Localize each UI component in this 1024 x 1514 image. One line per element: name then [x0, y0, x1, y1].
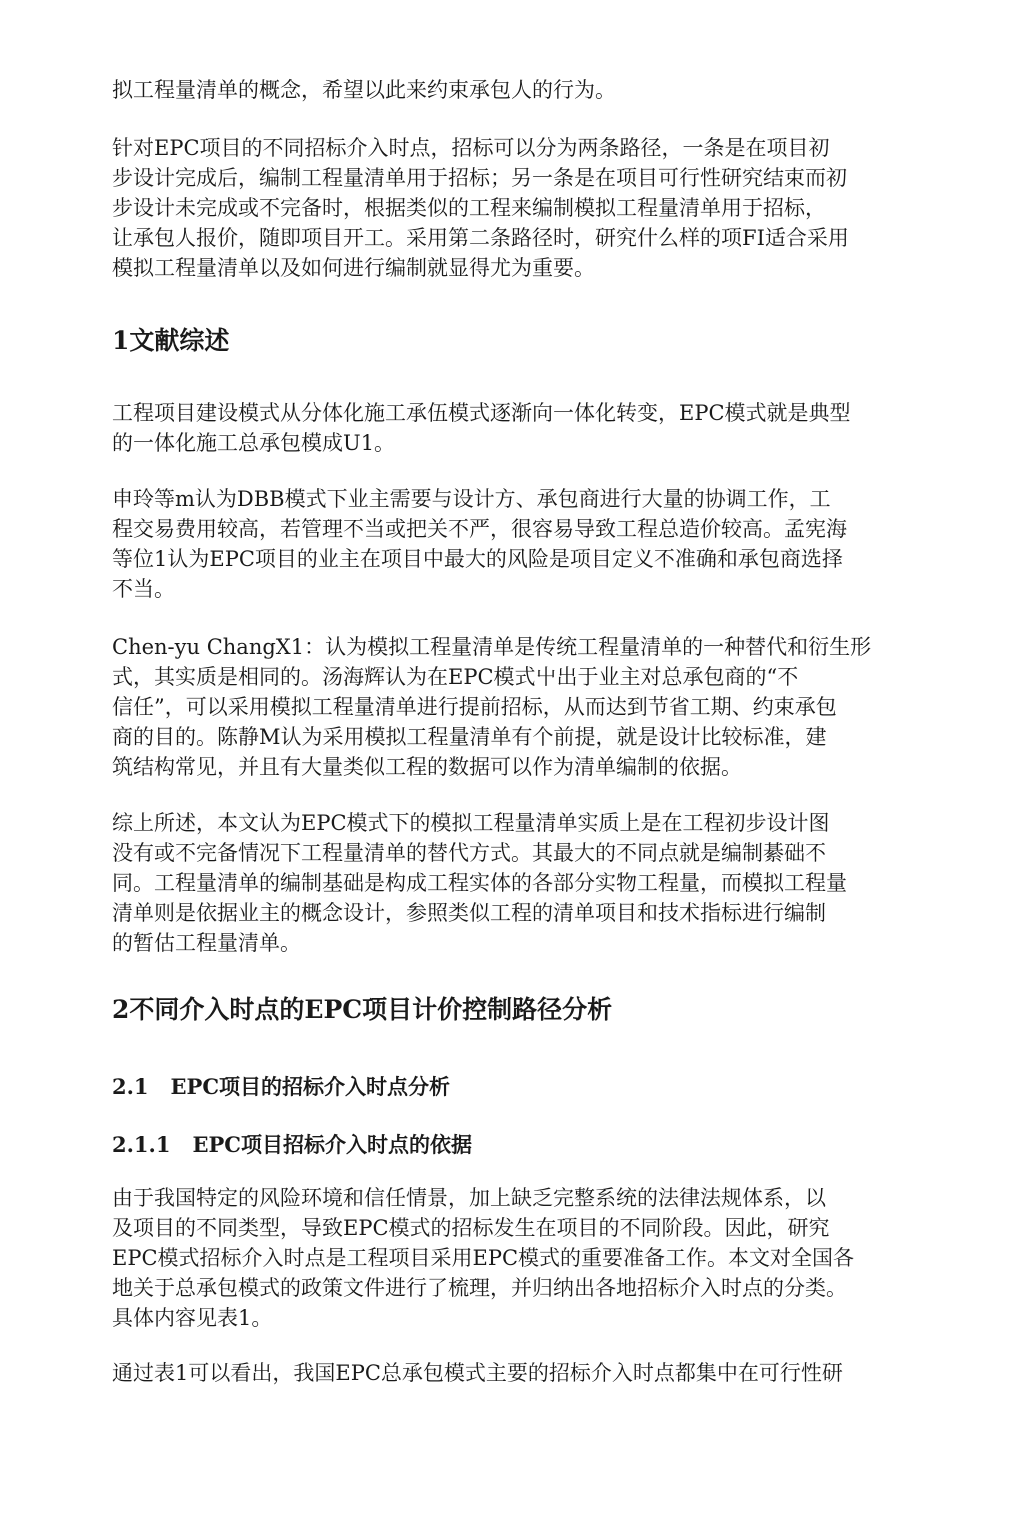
paragraph: [112, 133, 892, 283]
paragraph-line: 式，其实质是相同的。汤海辉认为在EPC模式屮出于业主对总承包商的“不: [112, 665, 799, 689]
paragraph: [112, 1183, 892, 1333]
subsubsection-heading: [112, 1131, 472, 1159]
paragraph-line: 信任”，可以采用模拟工程量清单进行提前招标，从而达到节省工期、约束承包: [112, 695, 837, 719]
paragraph-line: 筑结构常见，并且有大量类似工程的数据可以作为清单编制的依据。: [112, 755, 742, 779]
subsubsection-number: 2.1.1: [112, 1132, 171, 1157]
paragraph-line: 等位1认为EPC项目的业主在项目中最大的风险是项目定义不准确和承包商选择: [112, 547, 843, 571]
paragraph-line: 的一体化施工总承包模成U1。: [112, 431, 396, 455]
paragraph-line: 工程项目建设模式从分体化施工承伍模式逐渐向一体化转变，EPC模式就是典型: [112, 401, 851, 425]
paragraph-line: 综上所述，本文认为EPC模式下的模拟工程量清单实质上是在工程初步设计图: [112, 811, 830, 835]
paragraph-line: 针对EPC项目的不同招标介入时点，招标可以分为两条路径，一条是在项目初: [112, 136, 830, 160]
paragraph-line: 商的目的。陈静M认为采用模拟工程量清单有个前提，就是设计比较标准，建: [112, 725, 827, 749]
paragraph-line: 通过表1可以看出，我国EPC总承包模式主要的招标介入时点都集中在可行性研: [112, 1361, 843, 1385]
subsubsection-title: EPC项目招标介入时点的依据: [192, 1132, 472, 1157]
paragraph-line: 地关于总承包模式的政策文件进行了梳理，并归纳出各地招标介入时点的分类。: [112, 1276, 847, 1300]
subsection-heading: [112, 1073, 450, 1101]
paragraph-line: Chen-yu ChangX1：认为模拟工程量清单是传统工程量清单的一种替代和衍生形: [112, 635, 872, 659]
section-heading: 2不同介入时点的EPC项目计价控制路径分析: [112, 995, 613, 1024]
paragraph-line: 申玲等m认为DBB模式下业主需要与设计方、承包商进行大量的协调工作，工: [112, 487, 831, 511]
paragraph-line: 清单则是依据业主的概念设计，参照类似工程的清单项目和技术指标进行编制: [112, 901, 826, 925]
paragraph-line: 及项目的不同类型，导致EPC模式的招标发生在项目的不同阶段。因此，研究: [112, 1216, 830, 1240]
paragraph-line: 的暂估工程量清单。: [112, 931, 301, 955]
paragraph-line: EPC模式招标介入时点是工程项目采用EPC模式的重要准备工作。本文对全国各: [112, 1246, 855, 1270]
paragraph-line: 步设计完成后，编制工程量清单用于招标；另一条是在项目可行性研究结束而初: [112, 166, 847, 190]
paragraph-line: 程交易费用较高，若管理不当或把关不严，很容易导致工程总造价较高。孟宪海: [112, 517, 847, 541]
paragraph-line: 具体内容见表1。: [112, 1306, 273, 1330]
paragraph-line: 让承包人报价，随即项目开工。采用第二条路径时，研究什么样的项FI适合采用: [112, 226, 849, 250]
subsection-title: EPC项目的招标介入时点分析: [170, 1074, 451, 1099]
paragraph-line: 由于我国特定的风险环境和信任情景，加上缺乏完整系统的法律法规体系，以: [112, 1186, 826, 1210]
paragraph-line: 不当。: [112, 577, 175, 601]
section-heading: 1文献综述: [112, 326, 230, 355]
paragraph-line: 同。工程量清单的编制基础是构成工程实体的各部分实物工程量，而模拟工程量: [112, 871, 847, 895]
subsection-number: 2.1: [112, 1074, 149, 1099]
paragraph-line: 模拟工程量清单以及如何进行编制就显得尤为重要。: [112, 256, 595, 280]
paragraph: [112, 1358, 892, 1388]
paragraph-line: 没有或不完备情况下工程量清单的替代方式。其最大的不同点就是编制綦础不: [112, 841, 826, 865]
paragraph: [112, 808, 892, 958]
paragraph: [112, 75, 892, 105]
paragraph: [112, 632, 892, 782]
paragraph-line: 拟工程量清单的概念，希望以此来约束承包人的行为。: [112, 78, 616, 102]
paragraph: [112, 398, 892, 458]
paragraph: [112, 484, 892, 604]
paragraph-line: 步设计未完成或不完备时，根据类似的工程来编制模拟工程量清单用于招标，: [112, 196, 826, 220]
